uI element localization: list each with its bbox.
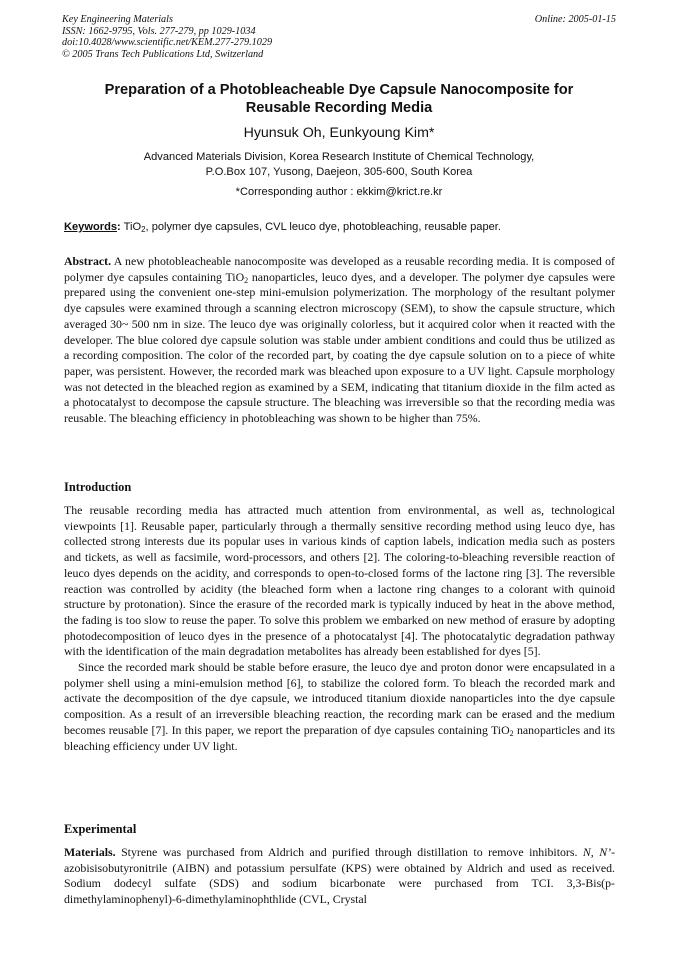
introduction-paragraph-1: The reusable recording media has attracted much attention from environmental, as well as, technological viewpoints [1]. Reusable paper, particularly through a thermally sensitive recording method using leuco dye, has collected strong interests due its popular uses in various kinds of caption labels, indication media such as posters and tickets, as well as facsimile, word-processors, and others [2]. The coloring-to-bleaching reversible reaction of leuco dyes depends on the acidity, and corresponds to open-to-closed forms of the lactone ring [3]. The reversible reaction was controlled by acidity (the bleached form when a lactone ring changes to a colorant with quinoid structure by protonation). Since the erasure of the recorded mark is typically induced by heat in the above method, the fading is too slow to reuse the paper. To solve this problem we embarked on new method of erasure by adopting photodecomposition of leuco dyes in the presence of a photocatalyst [4]. The photocatalytic degradation pathway with the identification of the main degradation metabolites has already been established for dyes [5]. bbox=[64, 503, 615, 659]
issn-line: ISSN: 1662-9795, Vols. 277-279, pp 1029-1034 bbox=[62, 25, 256, 37]
keywords-label: Keywords bbox=[64, 221, 118, 233]
intro-p2-text-b: nanoparticles and its bleaching efficiency under UV light. bbox=[64, 722, 615, 753]
corresponding-author: *Corresponding author : ekkim@krict.re.kr bbox=[235, 186, 443, 198]
copyright-line: © 2005 Trans Tech Publications Ltd, Switzerland bbox=[62, 48, 264, 60]
materials-italic: N, N’ bbox=[582, 845, 612, 859]
abstract-label: Abstract. bbox=[64, 254, 112, 268]
paper-title bbox=[60, 81, 618, 117]
introduction-heading: Introduction bbox=[64, 480, 132, 494]
abstract-text-2: nanoparticles, leuco dyes, and a developer. The polymer dye capsules were prepared using the convenient one-step mini-emulsion polymerization. The morphology of the resultant polymer dye capsules were examined through a scanning electron microscopy (SEM), to show the capsule structure, which averaged 30~ 500 nm in size. The leuco dye was originally colorless, but it acquired color when it reacted with the developer. The blue colored dye capsule solution was stable under ambient conditions and could thus be utilized as a recording composition. The color of the recorded part, by coating the dye capsule solution on to a piece of white paper, was persistent. However, the recorded mark was bleached upon exposure to a UV light. Capsule morphology was not detected in the bleached region as examined by a SEM, indicating that titanium dioxide in the film acted as a photocatalyst to decompose the capsule structure. The bleaching was irreversible so that the recording media was reusable. The bleaching efficiency in photobleaching was shown to be higher than 75%. bbox=[64, 269, 616, 426]
materials-text-1: Styrene was purchased from Aldrich and purified through distillation to remove inhibitors. bbox=[115, 845, 583, 859]
online-date: Online: 2005-01-15 bbox=[534, 14, 616, 25]
introduction-body bbox=[64, 503, 615, 754]
intro-p2-sub: 2 bbox=[509, 728, 514, 738]
author-list: Hyunsuk Oh, Eunkyoung Kim* bbox=[243, 125, 435, 141]
affiliation bbox=[60, 150, 618, 180]
title-line-2: Reusable Recording Media bbox=[245, 100, 433, 116]
affiliation-line-2: P.O.Box 107, Yusong, Daejeon, 305-600, South Korea bbox=[205, 166, 473, 178]
keywords-post: , polymer dye capsules, CVL leuco dye, photobleaching, reusable paper. bbox=[145, 221, 501, 233]
keywords-pre: TiO bbox=[120, 221, 142, 233]
keywords-colon: : bbox=[117, 221, 121, 233]
abstract-sub: 2 bbox=[244, 275, 249, 285]
intro-p2-text-a: Since the recorded mark should be stable before erasure, the leuco dye and proton donor were encapsulated in a polymer shell using a mini-emulsion method [6], to stabilize the colored form. To bleach the recorded mark and activate the decomposition of the dye capsule, we introduced titanium dioxide nanoparticles into the dye capsule composition. As a result of an irreversible bleaching reaction, the recording mark can be erased and the medium becomes reusable [7]. In this paper, we report the preparation of dye capsules containing TiO bbox=[64, 660, 615, 737]
keywords-sub: 2 bbox=[141, 225, 146, 234]
keywords-line bbox=[64, 220, 616, 235]
title-line-1: Preparation of a Photobleacheable Dye Capsule Nanocomposite for bbox=[104, 82, 574, 98]
materials-text-2: -azobisisobutyronitrile (AIBN) and potassium persulfate (KPS) were obtained by Aldrich and used as received. Sodium dodecyl sulfate (SDS) and sodium bicarbonate were purchased from TCI. 3,3-Bis(p-dimethylaminophenyl)-6-dimethylaminophthlide (CVL, Crystal bbox=[64, 845, 616, 907]
affiliation-line-1: Advanced Materials Division, Korea Research Institute of Chemical Technology, bbox=[143, 151, 535, 163]
journal-name: Key Engineering Materials bbox=[62, 14, 173, 25]
journal-header bbox=[62, 14, 616, 60]
introduction-paragraph-2 bbox=[64, 660, 615, 754]
materials-label: Materials. bbox=[64, 845, 116, 859]
abstract-text-1: A new photobleacheable nanocomposite was developed as a reusable recording media. It is composed of polymer dye capsules containing TiO bbox=[64, 254, 615, 284]
experimental-heading: Experimental bbox=[64, 822, 137, 836]
experimental-body bbox=[64, 845, 615, 908]
doi-line: doi:10.4028/www.scientific.net/KEM.277-279.1029 bbox=[62, 37, 273, 49]
abstract bbox=[64, 254, 615, 427]
